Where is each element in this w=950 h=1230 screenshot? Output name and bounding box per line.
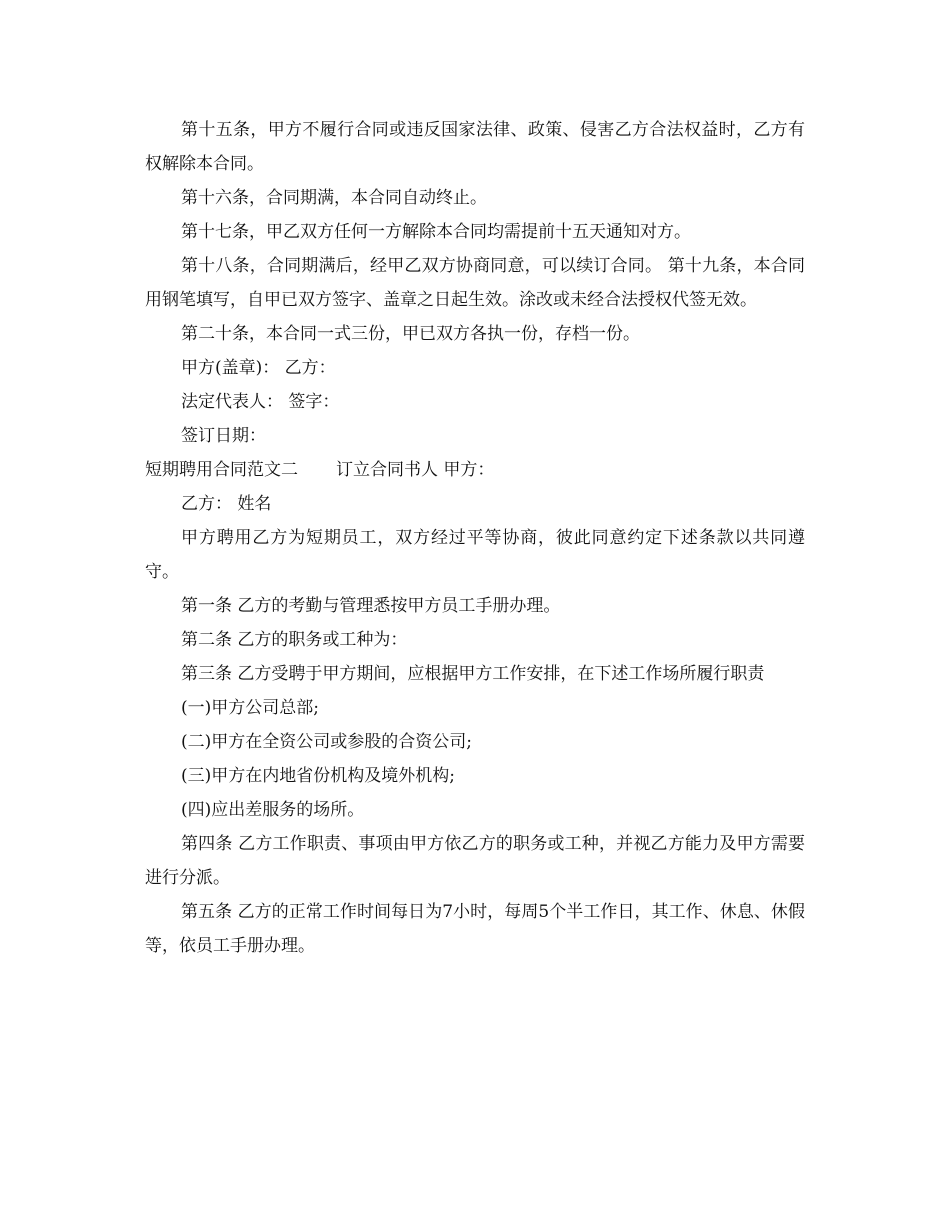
article-3: 第三条 乙方受聘于甲方期间，应根据甲方工作安排，在下述工作场所履行职责	[181, 664, 765, 684]
article-3-item-4: (四)应出差服务的场所。	[181, 800, 365, 820]
party-a-seal-line: 甲方(盖章)： 乙方：	[181, 358, 336, 378]
article-3-item-1: (一)甲方公司总部;	[181, 698, 319, 718]
legal-representative-line: 法定代表人： 签字：	[181, 392, 340, 412]
clause-18-19: 第十八条，合同期满后，经甲乙双方协商同意，可以续订合同。 第十九条，本合同用钢笔填写，自甲已双方签字、盖章之日起生效。涂改或未经合法授权代签无效。	[145, 256, 805, 310]
preamble: 甲方聘用乙方为短期员工，双方经过平等协商，彼此同意约定下述条款以共同遵守。	[145, 528, 805, 582]
document-body	[145, 113, 805, 963]
clause-16: 第十六条，合同期满，本合同自动终止。	[181, 188, 487, 208]
article-5: 第五条 乙方的正常工作时间每日为7小时，每周5个半工作日，其工作、休息、休假等，依员工手册办理。	[145, 902, 805, 956]
party-b-name-line: 乙方： 姓名	[181, 494, 272, 514]
section-subtitle: 订立合同书人 甲方：	[336, 460, 495, 480]
clause-17: 第十七条，甲乙双方任何一方解除本合同均需提前十五天通知对方。	[181, 222, 691, 242]
article-2: 第二条 乙方的职务或工种为：	[181, 630, 408, 650]
signing-date-line: 签订日期：	[181, 426, 266, 446]
article-3-item-2: (二)甲方在全资公司或参股的合资公司;	[181, 732, 472, 752]
article-3-item-3: (三)甲方在内地省份机构及境外机构;	[181, 766, 455, 786]
article-4: 第四条 乙方工作职责、事项由甲方依乙方的职务或工种，并视乙方能力及甲方需要进行分派。	[145, 834, 805, 888]
section-heading	[145, 453, 805, 487]
section-title: 短期聘用合同范文二	[145, 460, 298, 480]
clause-15: 第十五条，甲方不履行合同或违反国家法律、政策、侵害乙方合法权益时，乙方有权解除本合同。	[145, 120, 805, 174]
clause-20: 第二十条，本合同一式三份，甲已双方各执一份，存档一份。	[181, 324, 640, 344]
article-1: 第一条 乙方的考勤与管理悉按甲方员工手册办理。	[181, 596, 561, 616]
